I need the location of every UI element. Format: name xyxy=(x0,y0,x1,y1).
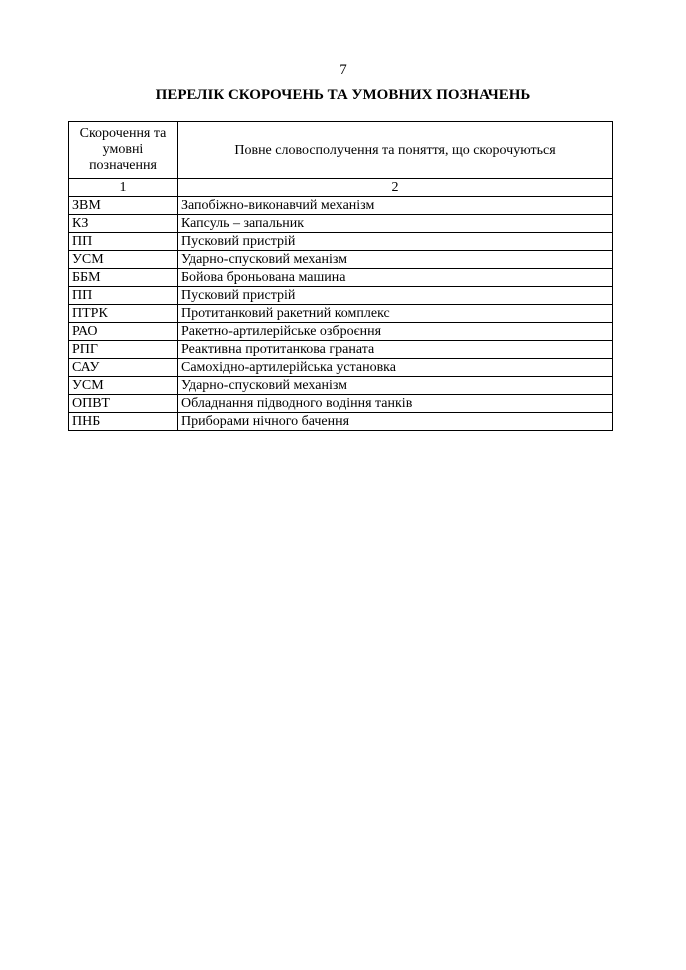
full-phrase-cell: Самохідно-артилерійська установка xyxy=(178,359,613,377)
abbreviation-cell: ЗВМ xyxy=(69,197,178,215)
table-row xyxy=(69,413,613,431)
table-header-row xyxy=(69,122,613,179)
abbreviation-cell: ПП xyxy=(69,287,178,305)
abbreviation-cell: ОПВТ xyxy=(69,395,178,413)
header-full-phrase: Повне словосполучення та поняття, що скорочуються xyxy=(178,122,613,179)
abbreviation-cell: КЗ xyxy=(69,215,178,233)
abbreviation-cell: УСМ xyxy=(69,251,178,269)
table-row xyxy=(69,215,613,233)
table-row xyxy=(69,395,613,413)
full-phrase-cell: Запобіжно-виконавчий механізм xyxy=(178,197,613,215)
abbreviation-cell: РАО xyxy=(69,323,178,341)
column-number-row xyxy=(69,179,613,197)
full-phrase-cell: Протитанковий ракетний комплекс xyxy=(178,305,613,323)
full-phrase-cell: Приборами нічного бачення xyxy=(178,413,613,431)
column-number-2: 2 xyxy=(178,179,613,197)
header-abbreviation: Скорочення та умовні позначення xyxy=(69,122,178,179)
full-phrase-cell: Ударно-спусковий механізм xyxy=(178,251,613,269)
full-phrase-cell: Ударно-спусковий механізм xyxy=(178,377,613,395)
table-row xyxy=(69,341,613,359)
table-row xyxy=(69,269,613,287)
full-phrase-cell: Пусковий пристрій xyxy=(178,233,613,251)
column-number-1: 1 xyxy=(69,179,178,197)
full-phrase-cell: Реактивна протитанкова граната xyxy=(178,341,613,359)
abbreviation-cell: САУ xyxy=(69,359,178,377)
abbreviation-cell: ПП xyxy=(69,233,178,251)
table-row xyxy=(69,359,613,377)
abbreviation-cell: УСМ xyxy=(69,377,178,395)
abbreviation-cell: ПТРК xyxy=(69,305,178,323)
table-row xyxy=(69,377,613,395)
table-row xyxy=(69,251,613,269)
abbreviation-cell: ББМ xyxy=(69,269,178,287)
table-row xyxy=(69,323,613,341)
full-phrase-cell: Бойова броньована машина xyxy=(178,269,613,287)
page-title: ПЕРЕЛІК СКОРОЧЕНЬ ТА УМОВНИХ ПОЗНАЧЕНЬ xyxy=(155,87,531,103)
table-row xyxy=(69,197,613,215)
full-phrase-cell: Обладнання підводного водіння танків xyxy=(178,395,613,413)
full-phrase-cell: Капсуль – запальник xyxy=(178,215,613,233)
table-row xyxy=(69,233,613,251)
abbreviation-cell: ПНБ xyxy=(69,413,178,431)
abbreviations-table xyxy=(68,121,613,431)
page-number: 7 xyxy=(339,62,347,78)
full-phrase-cell: Ракетно-артилерійське озброєння xyxy=(178,323,613,341)
table-row xyxy=(69,287,613,305)
table-row xyxy=(69,305,613,323)
abbreviation-cell: РПГ xyxy=(69,341,178,359)
full-phrase-cell: Пусковий пристрій xyxy=(178,287,613,305)
